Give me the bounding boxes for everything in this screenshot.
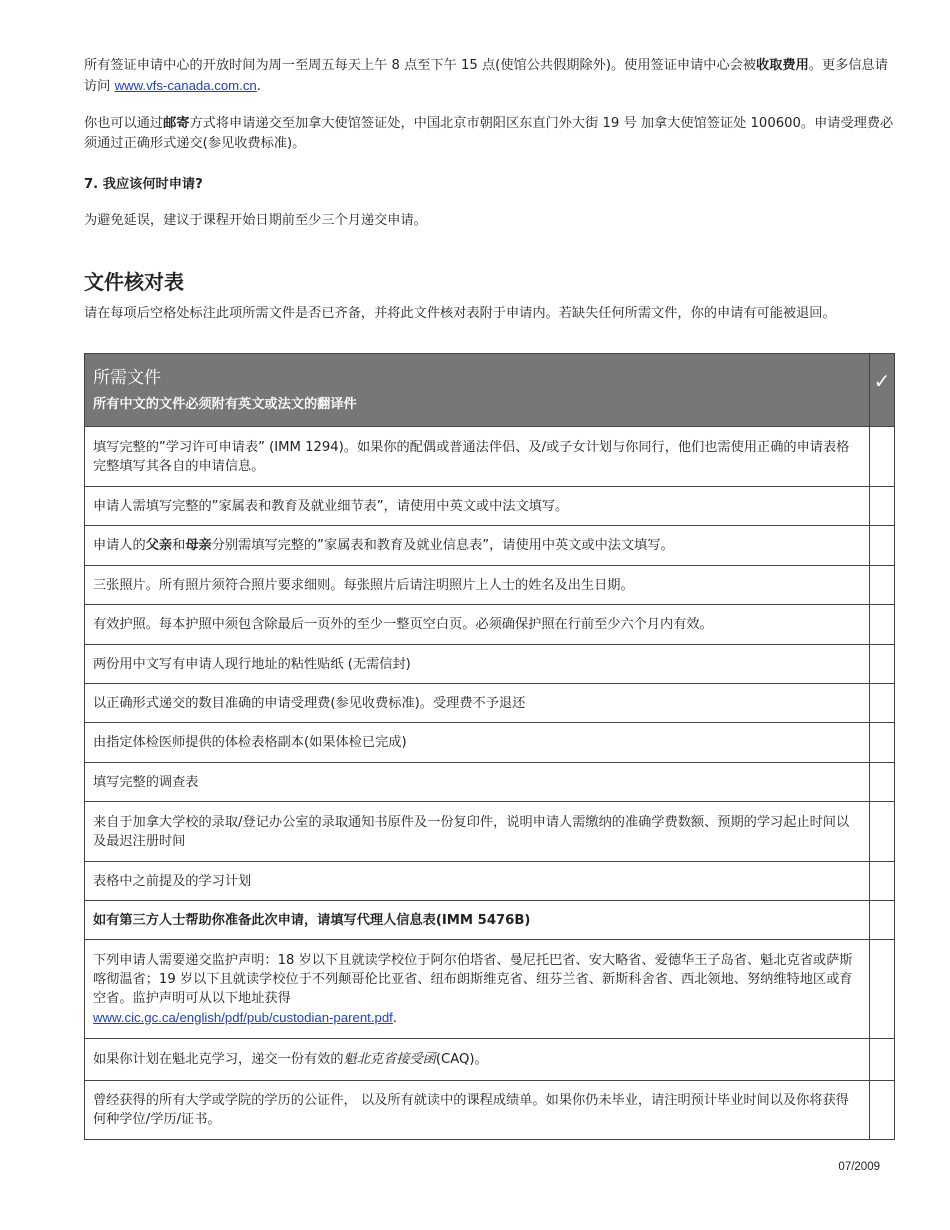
row-checkbox[interactable]	[870, 723, 895, 763]
row-text: 三张照片。所有照片须符合照片要求细则。每张照片后请注明照片上人士的姓名及出生日期。	[85, 566, 870, 605]
vfs-paragraph	[84, 56, 894, 97]
row-checkbox[interactable]	[870, 684, 895, 723]
row-text-part: 分别需填写完整的”家属表和教育及就业信息表”，请使用中英文或中法文填写。	[211, 538, 674, 553]
row-text: 两份用中文写有申请人现行地址的粘性贴纸 (无需信封)	[85, 645, 870, 684]
table-row	[85, 940, 895, 1039]
question-7-heading: 7. 我应该何时申请?	[84, 177, 203, 192]
row-text: 曾经获得的所有大学或学院的学历的公证件， 以及所有就读中的课程成绩单。如果你仍未毕业，请注明预计毕业时间以及你将获得何种学位/学历/证书。	[85, 1081, 870, 1140]
row-checkbox[interactable]	[870, 1081, 895, 1140]
custodian-link[interactable]: www.cic.gc.ca/english/pdf/pub/custodian-parent.pdf	[93, 1009, 393, 1025]
table-row	[85, 862, 895, 901]
row-checkbox[interactable]	[870, 1039, 895, 1081]
row-text: 来自于加拿大学校的录取/登记办公室的录取通知书原件及一份复印件，说明申请人需缴纳的准确学费数额、预期的学习起止时间以及最迟注册时间	[85, 802, 870, 862]
checklist-title: 文件核对表	[84, 270, 184, 294]
checkmark-icon: ✓	[873, 368, 891, 393]
row-text-part: 申请人的	[93, 538, 146, 553]
vfs-text: 所有签证申请中心的开放时间为周一至周五每天上午 8 点至下午 15 点(使馆公共假期除外)。使用签证申请中心会被	[84, 58, 757, 73]
mother-bold-text: 母亲	[185, 538, 212, 553]
vfs-link[interactable]: www.vfs-canada.com.cn	[114, 78, 257, 93]
header-check-cell	[870, 354, 895, 427]
mail-text-2: 方式将申请递交至加拿大使馆签证处，中国北京市朝阳区东直门外大街 19 号 加拿大使馆签证处 100600。申请受理费必须通过正确形式递交(参见收费标准)。	[84, 116, 894, 151]
row-text: 表格中之前提及的学习计划	[85, 862, 870, 901]
row-text-part: (CAQ)。	[435, 1052, 488, 1067]
row-checkbox[interactable]	[870, 940, 895, 1039]
header-cell	[85, 354, 870, 427]
row-checkbox[interactable]	[870, 645, 895, 684]
table-header-row	[85, 354, 895, 427]
caq-italic-text: 魁北克省接受函	[343, 1052, 436, 1067]
row-text-part: 和	[172, 538, 186, 553]
row-checkbox[interactable]	[870, 427, 895, 487]
father-bold-text: 父亲	[145, 538, 173, 553]
row-text: 以正确形式递交的数目准确的申请受理费(参见收费标准)。受理费不予退还	[85, 684, 870, 723]
header-subtitle: 所有中文的文件必须附有英文或法文的翻译件	[93, 396, 357, 412]
table-row	[85, 802, 895, 862]
table-row	[85, 645, 895, 684]
row-text: 申请人需填写完整的”家属表和教育及就业细节表”，请使用中英文或中法文填写。	[85, 487, 870, 526]
row-text	[85, 526, 870, 566]
table-row	[85, 723, 895, 763]
custodian-text: 下列申请人需要递交监护声明：18 岁以下且就读学校位于阿尔伯塔省、曼尼托巴省、安大略省、爱德华王子岛省、魁北克省或萨斯喀彻温省；19 岁以下且就读学校位于不列颠哥伦比亚省、纽布朗斯维克省、纽芬兰省、新斯科舍省、西北领地、努纳维特地区或育空省。监护声明可从以下地址获得	[93, 952, 853, 1006]
row-text: 有效护照。每本护照中须包含除最后一页外的至少一整页空白页。必须确保护照在行前至少六个月内有效。	[85, 605, 870, 645]
table-row	[85, 1081, 895, 1140]
mail-bold-text: 邮寄	[163, 116, 190, 131]
table-row	[85, 1039, 895, 1081]
checklist-description: 请在每项后空格处标注此项所需文件是否已齐备，并将此文件核对表附于申请内。若缺失任何所需文件，你的申请有可能被退回。	[84, 306, 836, 321]
link-tail: .	[392, 1010, 398, 1026]
row-text: 填写完整的”学习许可申请表” (IMM 1294)。如果你的配偶或普通法伴侣、及/或子女计划与你同行，他们也需使用正确的申请表格完整填写其各自的申请信息。	[85, 427, 870, 487]
document-checklist-table	[84, 353, 895, 1140]
row-checkbox[interactable]	[870, 566, 895, 605]
table-row	[85, 763, 895, 802]
table-row	[85, 566, 895, 605]
fee-bold-text: 收取费用	[756, 58, 809, 73]
table-row	[85, 487, 895, 526]
row-checkbox[interactable]	[870, 526, 895, 566]
timing-paragraph: 为避免延误，建议于课程开始日期前至少三个月递交申请。	[84, 213, 427, 228]
mail-paragraph	[84, 114, 894, 154]
row-text	[85, 940, 870, 1039]
row-checkbox[interactable]	[870, 901, 895, 940]
table-row	[85, 901, 895, 940]
vfs-text-2: 。更多信息请访问	[84, 58, 888, 94]
row-text: 如有第三方人士帮助你准备此次申请，请填写代理人信息表(IMM 5476B)	[85, 901, 870, 940]
row-text: 由指定体检医师提供的体检表格副本(如果体检已完成)	[85, 723, 870, 763]
vfs-text-3: .	[256, 79, 261, 94]
row-text-part: 如果你计划在魁北克学习，递交一份有效的	[93, 1052, 344, 1067]
row-checkbox[interactable]	[870, 605, 895, 645]
row-checkbox[interactable]	[870, 802, 895, 862]
table-row	[85, 684, 895, 723]
row-checkbox[interactable]	[870, 763, 895, 802]
header-title: 所需文件	[93, 367, 161, 388]
footer-date: 07/2009	[838, 1161, 880, 1173]
row-text	[85, 1039, 870, 1081]
table-row	[85, 526, 895, 566]
table-row	[85, 605, 895, 645]
row-text: 填写完整的调查表	[85, 763, 870, 802]
row-checkbox[interactable]	[870, 862, 895, 901]
mail-text: 你也可以通过	[84, 116, 164, 131]
row-checkbox[interactable]	[870, 487, 895, 526]
table-row	[85, 427, 895, 487]
